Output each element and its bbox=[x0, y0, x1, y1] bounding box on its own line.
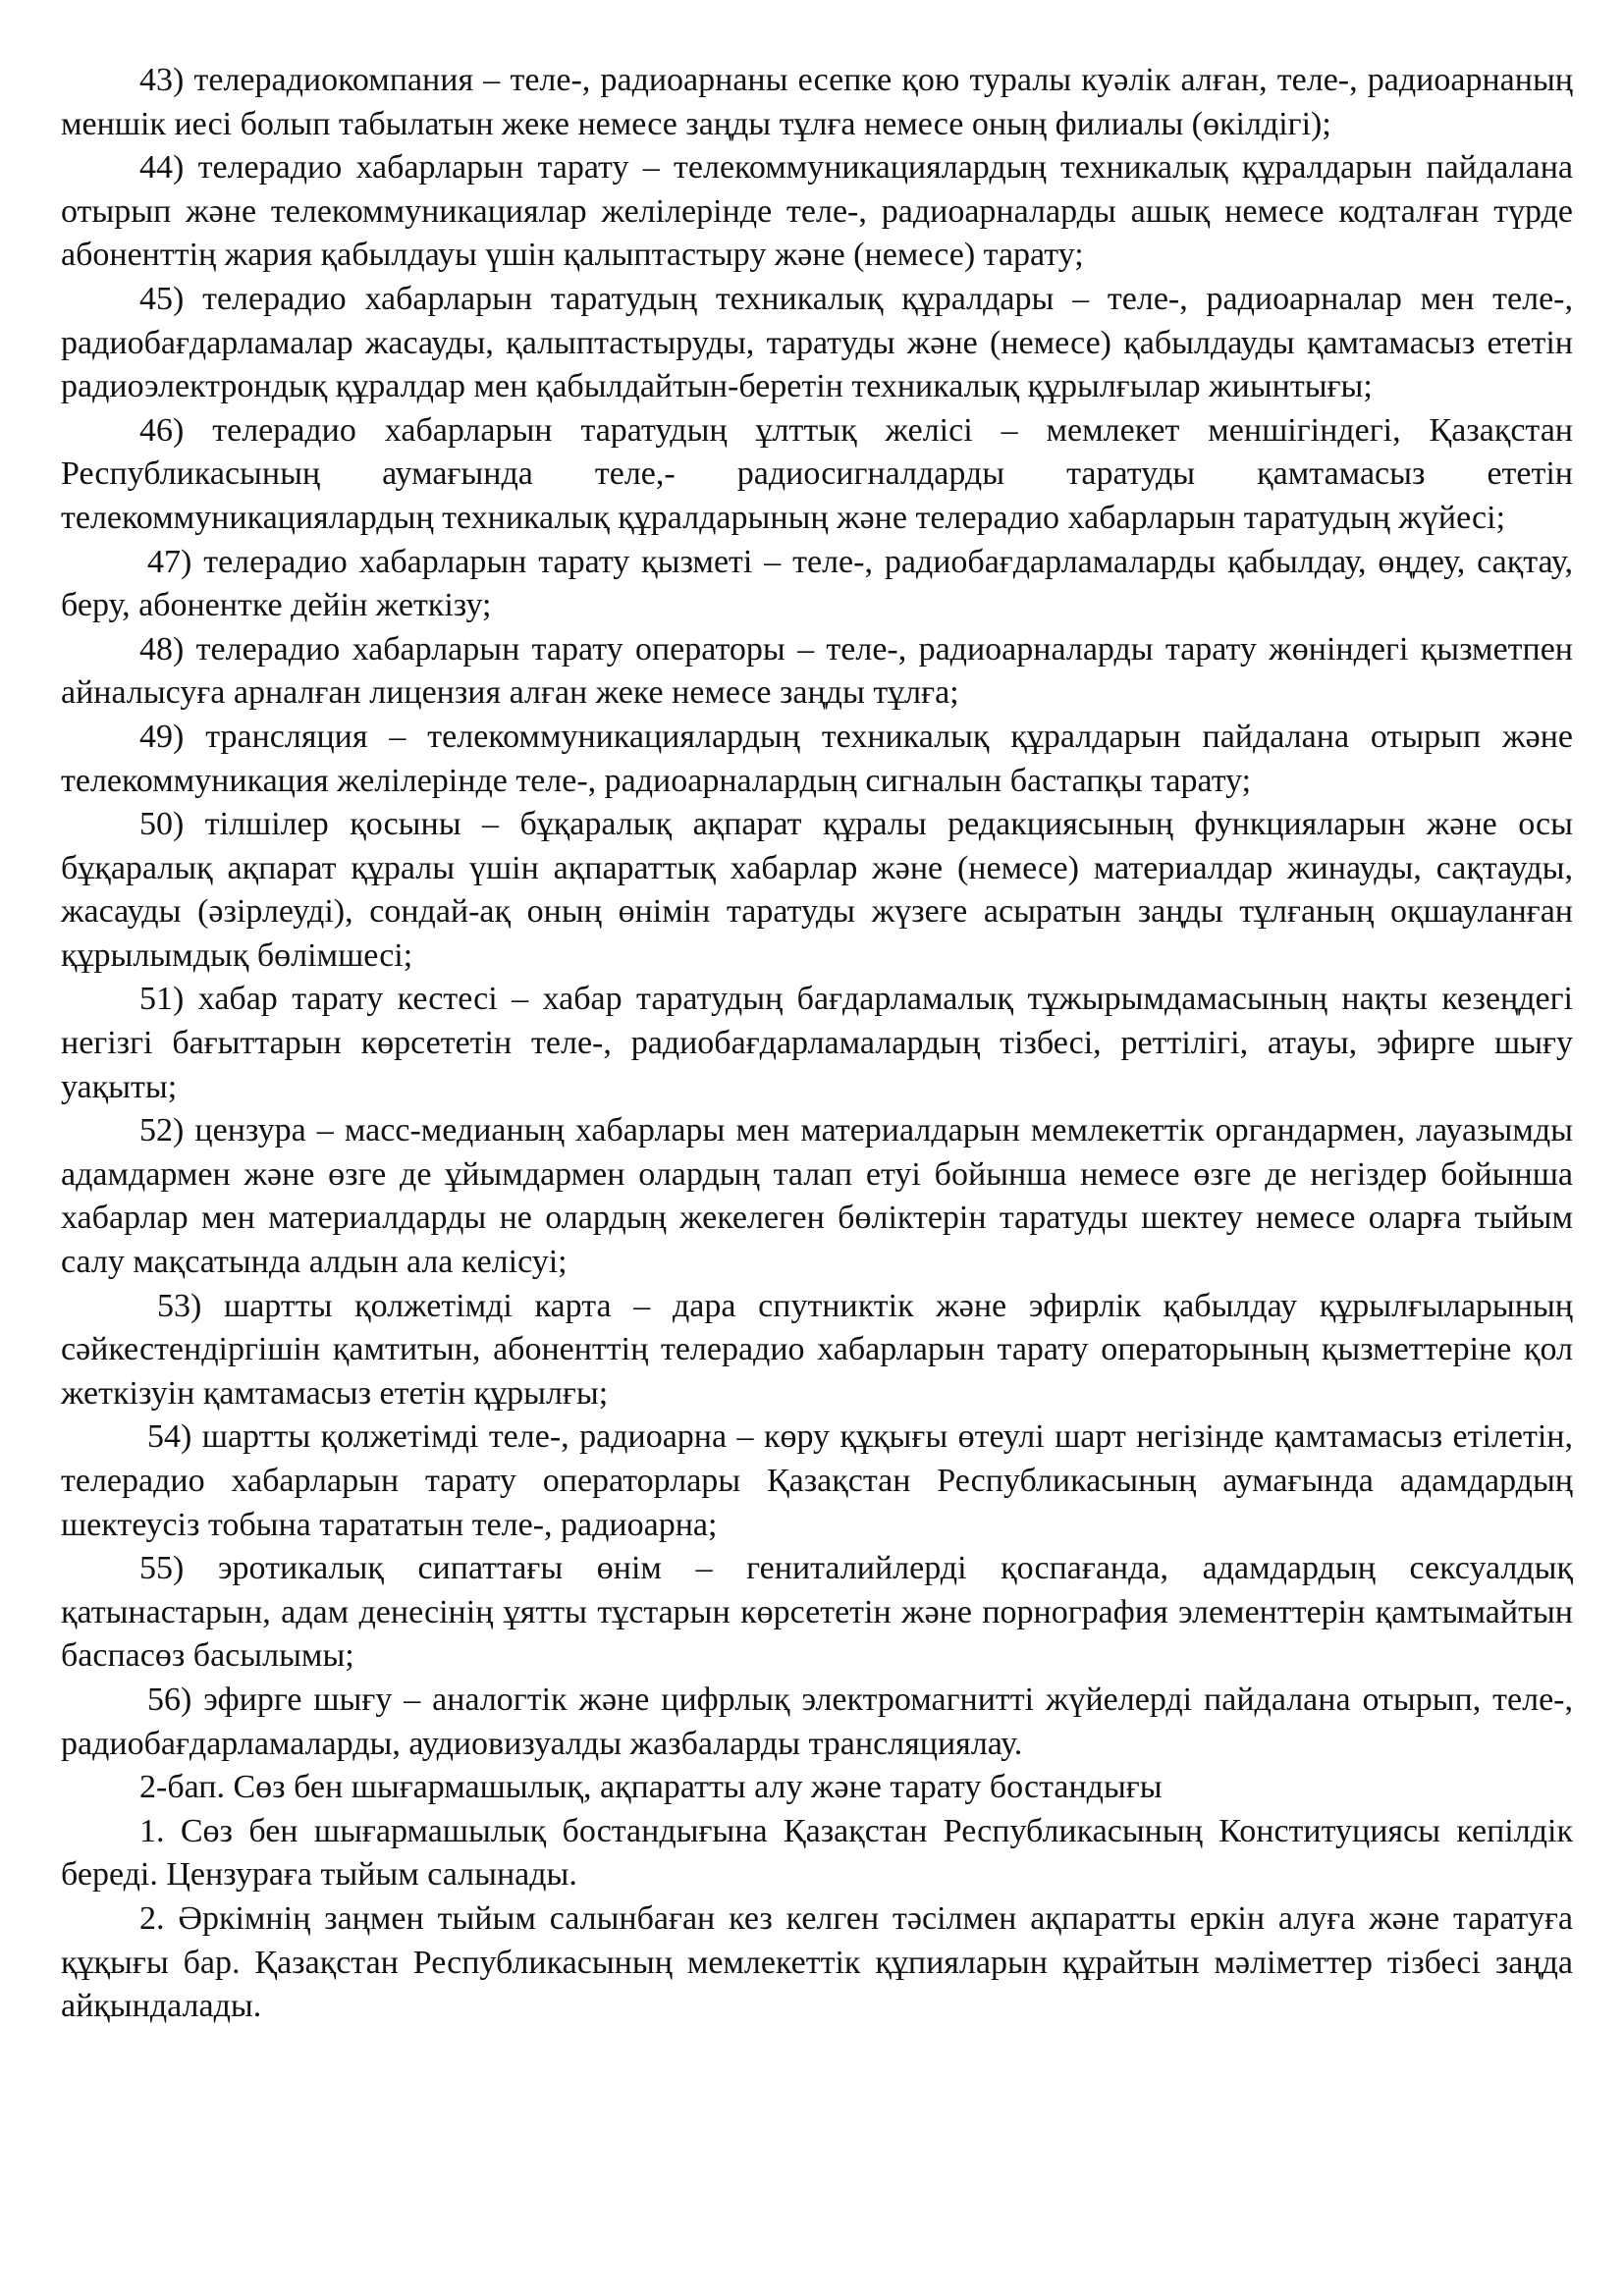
article-clause-1: 1. Сөз бен шығармашылық бостандығына Қазақстан Республикасының Конституциясы кепілдік береді. Цензураға тыйым салынады. bbox=[61, 1812, 1573, 1894]
paragraph-48: 48) телерадио хабарларын тарату операторы – теле-, радиоарналарды тарату жөніндегі қызметпен айналысуға арналған лицензия алған жеке немесе заңды тұлға; bbox=[61, 630, 1573, 712]
article-heading: 2-бап. Сөз бен шығармашылық, ақпаратты алу және тарату бостандығы bbox=[139, 1769, 1163, 1806]
article-clause-2: 2. Әркімнің заңмен тыйым салынбаған кез келген тәсілмен ақпаратты еркін алуға және таратуға құқығы бар. Қазақстан Республикасының мемлекеттік құпияларын құрайтын мәліметтер тізбесі заңда айқындалады. bbox=[61, 1899, 1573, 2025]
paragraph-51: 51) хабар тарату кестесі – хабар таратудың бағдарламалық тұжырымдамасының нақты кезеңдегі негізгі бағыттарын көрсететін теле-, радиобағдарламалардың тізбесі, реттілігі, атауы, эфирге шығу уақыты; bbox=[61, 981, 1573, 1105]
paragraph-56: 56) эфирге шығу – аналогтік және цифрлық электромагнитті жүйелерді пайдалана отырып, теле-, радиобағдарламаларды, аудиовизуалды жазбаларды трансляциялау. bbox=[61, 1681, 1573, 1762]
paragraph-46: 46) телерадио хабарларын таратудың ұлттық желісі – мемлекет меншігіндегі, Қазақстан Республикасының аумағында теле,- радиосигналдарды таратуды қамтамасыз ететін телекоммуникациялардың техникалық құралдарының және телерадио хабарларын таратудың жүйесі; bbox=[61, 411, 1573, 536]
paragraph-54: 54) шартты қолжетімді теле-, радиоарна – көру құқығы өтеулі шарт негізінде қамтамасыз етілетін, телерадио хабарларын тарату операторлары Қазақстан Республикасының аумағында адамдардың шектеусіз тобына тарататын теле-, радиоарна; bbox=[61, 1418, 1573, 1543]
paragraph-53: 53) шартты қолжетімді карта – дара спутниктік және эфирлік қабылдау құрылғыларының сәйкестендіргішін қамтитын, абоненттің телерадио хабарларын тарату операторының қызметтеріне қол жеткізуін қамтамасыз ететін құрылғы; bbox=[61, 1287, 1573, 1412]
paragraph-55: 55) эротикалық сипаттағы өнім – гениталийлерді қоспағанда, адамдардың сексуалдық қатынастарын, адам денесінің ұятты тұстарын көрсететін және порнография элементтерін қамтымайтын баспасөз басылымы; bbox=[61, 1550, 1573, 1675]
paragraph-49: 49) трансляция – телекоммуникациялардың техникалық құралдарын пайдалана отырып және телекоммуникация желілерінде теле-, радиоарналардың сигналын бастапқы тарату; bbox=[61, 718, 1573, 799]
paragraph-45: 45) телерадио хабарларын таратудың техникалық құралдары – теле-, радиоарналар мен теле-, радиобағдарламалар жасауды, қалыптастыруды, таратуды және (немесе) қабылдауды қамтамасыз ететін радиоэлектрондық құралдар мен қабылдайтын-беретін техникалық құрылғылар жиынтығы; bbox=[61, 280, 1573, 405]
paragraph-44: 44) телерадио хабарларын тарату – телекоммуникациялардың техникалық құралдарын пайдалана отырып және телекоммуникациялар желілерінде теле-, радиоарналарды ашық немесе кодталған түрде абоненттің жария қабылдауы үшін қалыптастыру және (немесе) тарату; bbox=[61, 149, 1573, 274]
paragraph-52: 52) цензура – масс-медианың хабарлары мен материалдарын мемлекеттік органдармен, лауазымды адамдармен және өзге де ұйымдармен олардың талап етуі бойынша немесе өзге де негіздер бойынша хабарлар мен материалдарды не олардың жекелеген бөліктерін таратуды шектеу немесе оларға тыйым салу мақсатында алдын ала келісуі; bbox=[61, 1112, 1573, 1281]
paragraph-50: 50) тілшілер қосыны – бұқаралық ақпарат құралы редакциясының функцияларын және осы бұқаралық ақпарат құралы үшін ақпараттық хабарлар және (немесе) материалдар жинауды, сақтауды, жасауды (әзірлеуді), сондай-ақ оның өнімін таратуды жүзеге асыратын заңды тұлғаның оқшауланған құрылымдық бөлімшесі; bbox=[61, 806, 1573, 974]
document-page bbox=[61, 59, 1573, 2029]
paragraph-43: 43) телерадиокомпания – теле-, радиоарнаны есепке қою туралы куәлік алған, теле-, радиоарнаның меншік иесі болып табылатын жеке немесе заңды тұлға немесе оның филиалы (өкілдігі); bbox=[61, 62, 1573, 142]
paragraph-47: 47) телерадио хабарларын тарату қызметі – теле-, радиобағдарламаларды қабылдау, өңдеу, сақтау, беру, абонентке дейін жеткізу; bbox=[61, 543, 1573, 624]
